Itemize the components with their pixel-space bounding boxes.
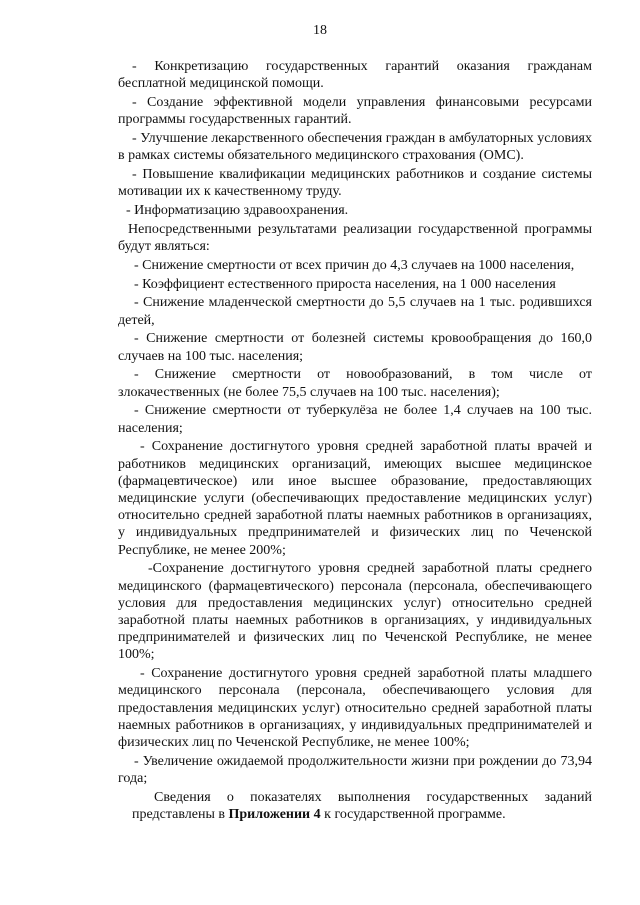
list-item: - Информатизацию здравоохранения. [126,203,349,218]
list-item: - Коэффициент естественного прироста населения, на 1 000 населения [134,276,556,292]
list-item: - Снижение смертности от всех причин до 4,3 случаев на 1000 населения, [134,257,575,273]
list-item: - Сохранение достигнутого уровня средней заработной платы врачей и работников медицинских организаций, имеющих высшее медицинское (фармацевтическое) или иное высшее образование, предоставляющих медицинские услуги (обеспечивающих предоставление медицинских услуг) относительно средней заработной платы наемных работников в организациях, у индивидуальных предпринимателей и физических лиц по Чеченской Республике, не менее 200%; [118,439,592,558]
list-item: - Сохранение достигнутого уровня средней заработной платы младшего медицинского персонала (персонала, обеспечивающего условия для предоставления медицинских услуг) относительно средней заработной платы наемных работников в организациях, у индивидуальных предпринимателей и физических лиц по Чеченской Республике, не менее 100%; [118,666,592,751]
intro-paragraph: Непосредственными результатами реализации государственной программы будут являться: [118,221,592,254]
list-item: - Повышение квалификации медицинских работников и создание системы мотивации их к качественному труду. [118,167,592,200]
appendix-reference: Приложении 4 [228,807,321,823]
list-item: - Увеличение ожидаемой продолжительности жизни при рождении до 73,94 года; [118,753,592,787]
list-item: - Снижение смертности от новообразований, в том числе от злокачественных (не более 75,5 случаев на 100 тыс. населения); [118,367,592,400]
document-body [118,58,592,825]
closing-text-start: Сведения о показателях выполнения государственных заданий представлены в [132,790,592,823]
closing-paragraph [118,789,592,823]
list-item: - Улучшение лекарственного обеспечения граждан в амбулаторных условиях в рамках системы обязательного медицинского страхования (ОМС). [118,131,592,164]
list-item: - Снижение смертности от туберкулёза не более 1,4 случаев на 100 тыс. населения; [118,403,592,436]
list-item: - Снижение младенческой смертности до 5,5 случаев на 1 тыс. родившихся детей, [118,295,592,328]
list-item: - Конкретизацию государственных гарантий оказания гражданам бесплатной медицинской помощи. [118,59,592,92]
page-number: 18 [313,23,327,38]
closing-text-end: к государственной программе. [320,807,506,823]
list-item: - Снижение смертности от болезней системы кровообращения до 160,0 случаев на 100 тыс. населения; [118,331,592,364]
list-item: -Сохранение достигнутого уровня средней заработной платы среднего медицинского (фармацевтического) персонала (персонала, обеспечивающего условия для предоставления медицинских услуг) относительно средней заработной платы наемных работников в организациях, у индивидуальных предпринимателей и физических лиц по Чеченской Республике, не менее 100%; [118,561,592,663]
list-item: - Создание эффективной модели управления финансовыми ресурсами программы государственных гарантий. [118,95,592,128]
